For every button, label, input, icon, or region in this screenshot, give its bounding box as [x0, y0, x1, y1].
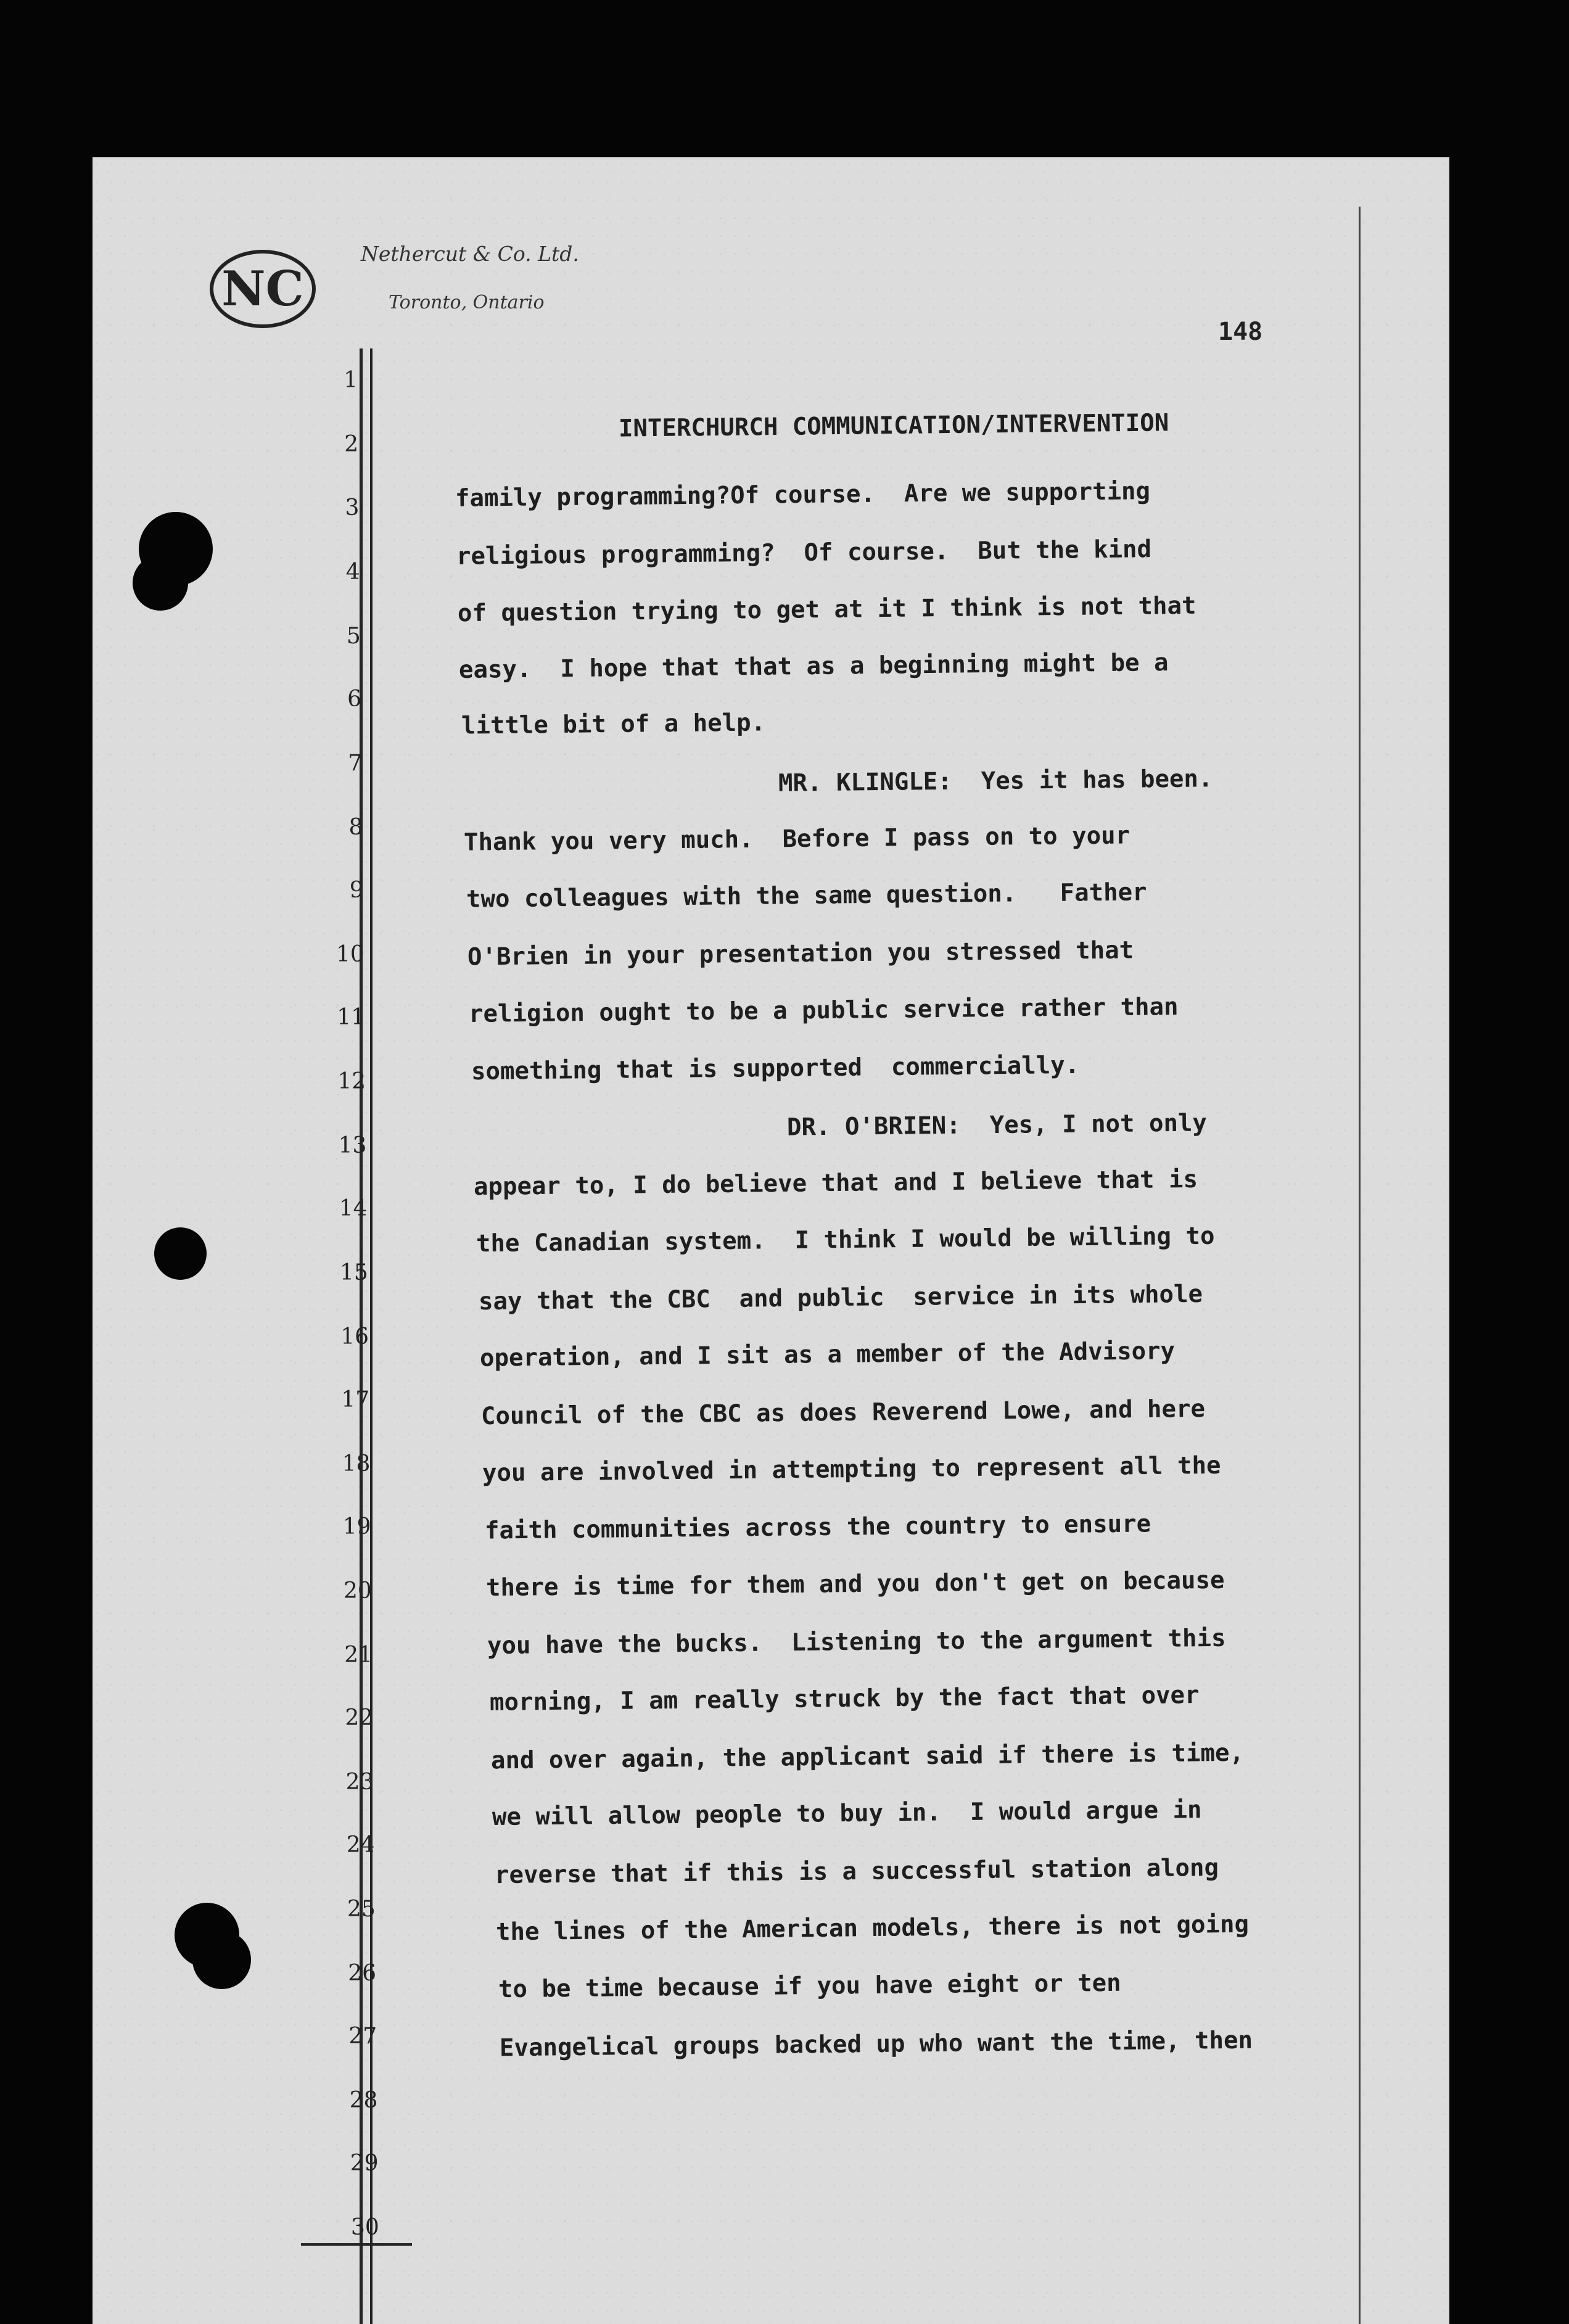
line-number: 28 [349, 2088, 378, 2113]
line-number: 19 [342, 1514, 371, 1539]
transcript-line: operation, and I sit as a member of the Advisory [479, 1337, 1176, 1372]
transcript-line: family programming?Of course. Are we supporting [455, 477, 1151, 513]
transcript-line: say that the CBC and public service in its whole [478, 1280, 1203, 1316]
transcript-line: faith communities across the country to ensure [484, 1510, 1151, 1545]
company-city: Toronto, Ontario [389, 292, 545, 313]
line-number: 27 [348, 2024, 377, 2049]
transcript-line: there is time for them and you don't get on because [485, 1566, 1225, 1602]
transcript-line: easy. I hope that that as a beginning might be a [458, 648, 1169, 685]
line-number: 10 [336, 942, 364, 967]
transcript-line: you have the bucks. Listening to the argument this [487, 1624, 1226, 1660]
line-number: 25 [347, 1897, 376, 1922]
transcript-line: the Canadian system. I think I would be willing to [476, 1222, 1215, 1258]
transcript-line: something that is supported commercially. [471, 1051, 1080, 1086]
line-number: 20 [343, 1578, 372, 1604]
transcript-line: MR. KLINGLE: Yes it has been. [778, 765, 1213, 797]
company-logo: NC [210, 250, 316, 328]
line-number: 11 [337, 1005, 365, 1030]
line-number: 14 [339, 1196, 368, 1221]
line-number: 16 [340, 1324, 369, 1349]
line-number: 17 [341, 1387, 370, 1412]
punch-hole [154, 1227, 207, 1280]
transcript-line: appear to, I do believe that and I believe that is [473, 1165, 1198, 1201]
line-number: 7 [348, 751, 363, 776]
transcript-line: Evangelical groups backed up who want the time, then [499, 2026, 1253, 2062]
line-number: 6 [347, 686, 361, 712]
transcript-line: Council of the CBC as does Reverend Lowe, and here [480, 1395, 1206, 1431]
transcript-line: reverse that if this is a successful station along [494, 1853, 1219, 1890]
transcript-line: religion ought to be a public service rather than [468, 992, 1179, 1029]
transcript-line: O'Brien in your presentation you stressed that [467, 936, 1134, 971]
transcript-line: religious programming? Of course. But the kind [456, 535, 1152, 571]
line-number: 5 [346, 624, 361, 649]
company-name: Nethercut & Co. Ltd. [361, 242, 579, 266]
line-number: 4 [345, 559, 360, 585]
transcript-line: we will allow people to buy in. I would argue in [492, 1795, 1202, 1832]
line-number: 26 [348, 1961, 376, 1986]
transcript-line: Thank you very much. Before I pass on to your [463, 822, 1130, 857]
transcript-line: of question trying to get at it I think is not that [457, 591, 1196, 628]
line-number: 1 [344, 368, 358, 393]
transcript-line: and over again, the applicant said if there is time, [490, 1739, 1245, 1775]
transcript-line: two colleagues with the same question. Father [466, 878, 1147, 913]
punch-hole [133, 555, 188, 611]
line-number: 29 [350, 2151, 379, 2176]
line-number: 2 [344, 432, 359, 457]
margin-rule [301, 2243, 412, 2246]
line-number: 15 [339, 1260, 368, 1285]
transcript-line: DR. O'BRIEN: Yes, I not only [786, 1109, 1208, 1142]
transcript-line: little bit of a help. [461, 709, 766, 740]
line-number: 22 [345, 1705, 374, 1731]
transcript-line: you are involved in attempting to represent all the [482, 1451, 1221, 1488]
line-number: 13 [338, 1133, 367, 1158]
line-number: 30 [350, 2215, 379, 2240]
right-margin-rule [1359, 207, 1361, 2324]
line-number: 9 [349, 878, 364, 903]
transcript-line: to be time because if you have eight or ten [498, 1969, 1121, 2004]
transcript-line: INTERCHURCH COMMUNICATION/INTERVENTION [618, 409, 1169, 443]
line-number: 3 [345, 495, 360, 521]
punch-hole [192, 1930, 251, 1989]
line-number: 24 [346, 1832, 375, 1858]
line-number: 21 [344, 1642, 373, 1668]
line-number: 23 [345, 1770, 374, 1795]
line-number: 12 [337, 1069, 366, 1094]
line-number: 8 [348, 815, 363, 840]
transcript-line: the lines of the American models, there is not going [495, 1910, 1250, 1947]
line-number: 18 [342, 1451, 371, 1477]
page-number: 148 [1218, 318, 1263, 346]
transcript-line: morning, I am really struck by the fact that over [489, 1681, 1200, 1717]
